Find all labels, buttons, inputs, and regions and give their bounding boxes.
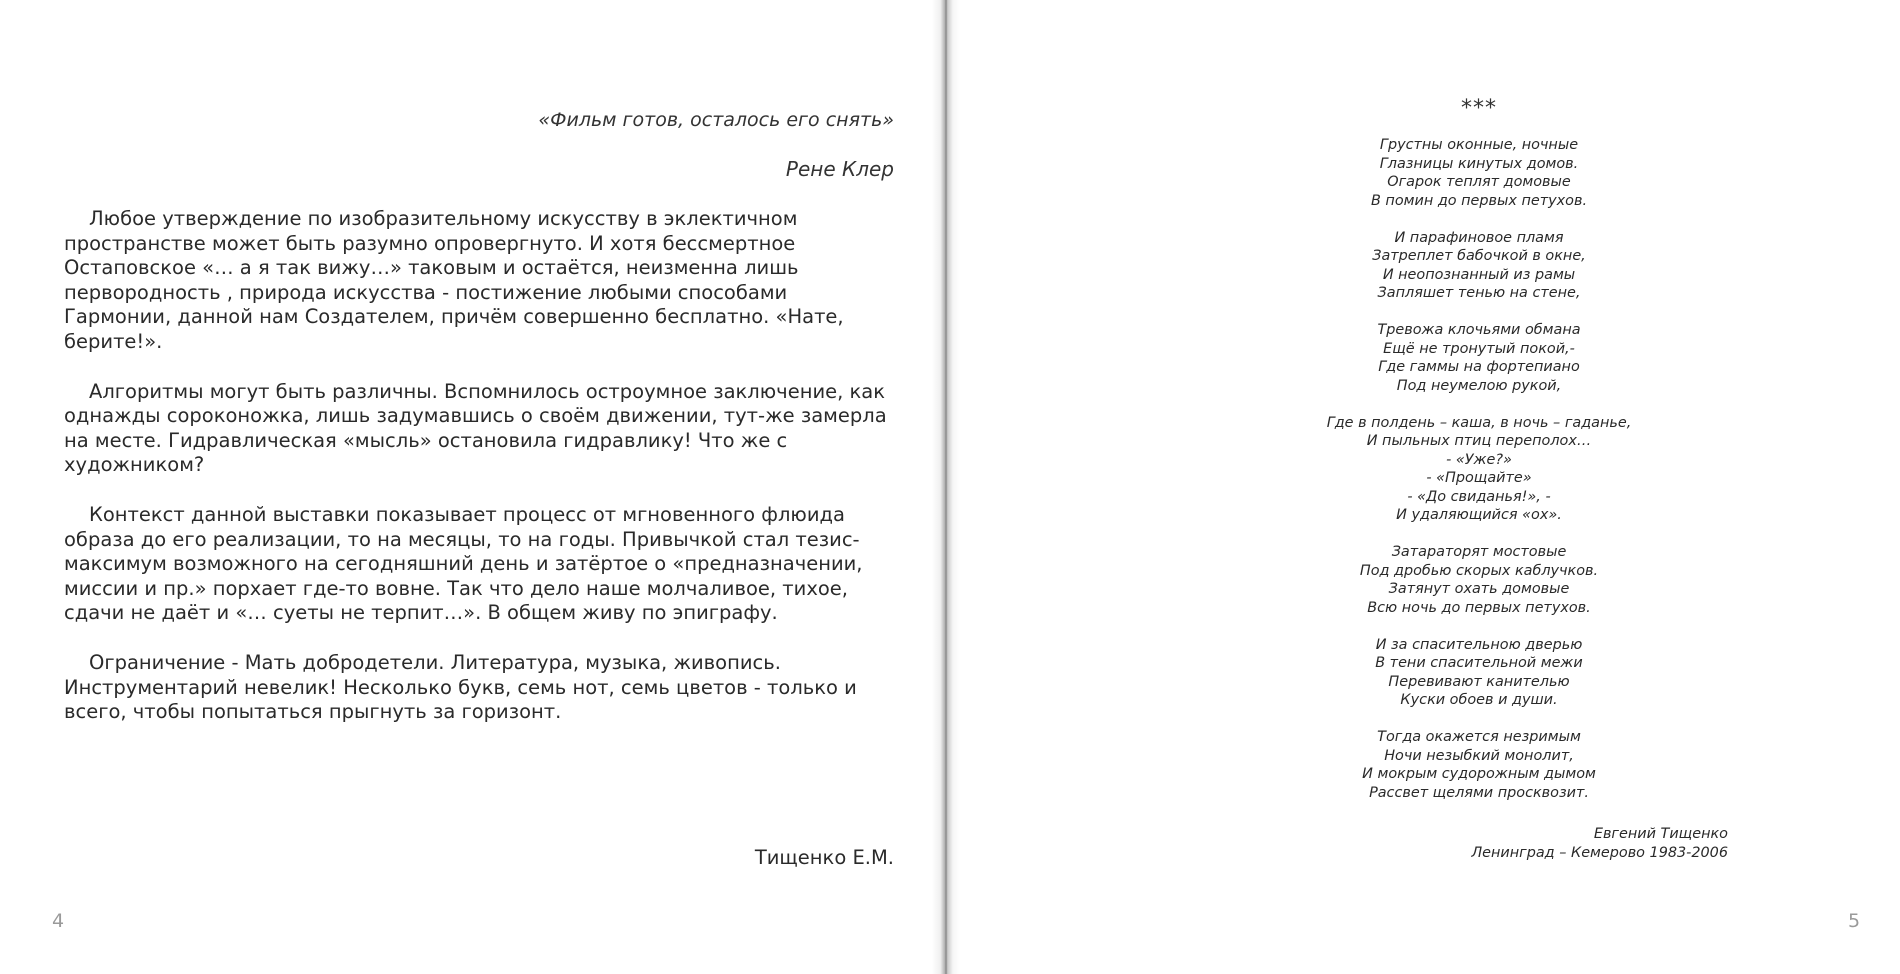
poem-line: Рассвет щелями просквозит.: [1369, 784, 1589, 801]
poem-line: Под дробью скорых каблучков.: [1359, 562, 1599, 579]
poem-line: И удаляющийся «ох».: [1396, 507, 1562, 523]
left-page: [0, 0, 944, 974]
poem-signature: [1471, 825, 1728, 863]
essay-line: пространстве может быть разумно опровергнуто. И хотя бессмертное: [64, 231, 796, 255]
poem-line: Тогда окажется незримым: [1377, 729, 1581, 745]
poem-line: Глазницы кинутых домов.: [1379, 155, 1579, 172]
poem-line: Ещё не тронутый покой,-: [1383, 340, 1575, 357]
essay-paragraph-3: [64, 503, 904, 626]
poem-line: И за спасительною дверью: [1375, 636, 1583, 653]
poem-stanza: [1289, 414, 1669, 525]
essay-line: образа до его реализации, то на месяцы, то на годы. Привычкой стал тезис-: [64, 527, 860, 551]
essay-line: Гармонии, данной нам Создателем, причём совершенно бесплатно. «Нате,: [64, 305, 844, 329]
poem-line: Перевивают канителью: [1388, 673, 1570, 690]
poem-line: И парафиновое пламя: [1394, 229, 1564, 246]
poem-line: Под неумелою рукой,: [1396, 377, 1562, 394]
poem-stanza: [1289, 728, 1669, 802]
epigraph: «Фильм готов, осталось его снять»: [538, 109, 894, 131]
page-number-left: 4: [52, 910, 65, 932]
poem-stanza: [1289, 136, 1669, 210]
poem-stanza: [1289, 229, 1669, 303]
essay-line: первородность , природа искусства - постижение любыми способами: [64, 280, 788, 304]
poem-place-dates: Ленинград – Кемерово 1983-2006: [1471, 845, 1728, 861]
essay-line: Любое утверждение по изобразительному искусству в эклектичном: [89, 207, 798, 230]
essay-line: однажды сороконожка, лишь задумавшись о своём движении, тут-же замерла: [64, 404, 887, 428]
essay-signature: Тищенко Е.М.: [754, 846, 894, 869]
poem-line: И мокрым судорожным дымом: [1362, 766, 1596, 782]
poem-line: И пыльных птиц переполох…: [1366, 433, 1592, 449]
essay-line: берите!».: [64, 329, 163, 353]
epigraph-author: Рене Клер: [785, 157, 894, 181]
poem-line: Куски обоев и души.: [1400, 692, 1558, 708]
essay-line: Ограничение - Мать добродетели. Литература, музыка, живопись.: [89, 650, 781, 674]
essay-line: сдачи не даёт и «… суеты не терпит…». В общем живу по эпиграфу.: [64, 601, 778, 625]
essay-line: Контекст данной выставки показывает процесс от мгновенного флюида: [89, 502, 845, 526]
poem-line: Где гаммы на фортепиано: [1378, 359, 1580, 375]
poem: [1289, 136, 1669, 821]
poem-stanza: [1289, 636, 1669, 710]
poem-line: Затараторят мостовые: [1391, 544, 1567, 560]
poem-line: В помин до первых петухов.: [1370, 192, 1588, 209]
poem-line: И неопознанный из рамы: [1382, 266, 1576, 283]
essay-line: Остаповское «… а я так вижу…» таковым и остаётся, неизменна лишь: [64, 256, 799, 280]
poem-line: - «До свиданья!», -: [1407, 488, 1551, 505]
poem-stanza: [1289, 543, 1669, 617]
poem-line: В тени спасительной межи: [1375, 655, 1583, 671]
poem-line: Затянут охать домовые: [1388, 581, 1570, 597]
poem-line: Огарок теплят домовые: [1387, 174, 1571, 190]
essay-body: [64, 207, 904, 750]
essay-paragraph-2: [64, 380, 904, 478]
book-spine-gutter: [932, 0, 960, 974]
poem-line: Тревожа клочьями обмана: [1377, 322, 1581, 338]
page-number-right: 5: [1848, 910, 1861, 932]
essay-line: Алгоритмы могут быть различны. Вспомнилось остроумное заключение, как: [89, 379, 886, 403]
poem-line: Где в полдень – каша, в ночь – гаданье,: [1326, 414, 1632, 431]
poem-line: Запляшет тенью на стене,: [1377, 285, 1581, 301]
poem-line: Затреплет бабочкой в окне,: [1372, 248, 1586, 264]
essay-line: на месте. Гидравлическая «мысль» остановила гидравлику! Что же с: [64, 428, 788, 452]
poem-stanza: [1289, 321, 1669, 395]
essay-line: художником?: [64, 453, 205, 477]
essay-paragraph-1: [64, 207, 904, 355]
poem-author: Евгений Тищенко: [1593, 826, 1728, 842]
poem-line: Грустны оконные, ночные: [1379, 137, 1579, 153]
essay-line: всего, чтобы попытаться прыгнуть за горизонт.: [64, 700, 562, 724]
essay-line: Инструментарий невелик! Несколько букв, семь нот, семь цветов - только и: [64, 675, 857, 699]
poem-line: - «Прощайте»: [1426, 470, 1532, 486]
essay-line: максимум возможного на сегодняшний день и затёртое о «предназначении,: [64, 552, 863, 576]
poem-line: Ночи незыбкий монолит,: [1384, 747, 1574, 764]
poem-ornament: ***: [1461, 96, 1497, 121]
poem-line: Всю ночь до первых петухов.: [1367, 599, 1591, 616]
essay-line: миссии и пр.» порхает где-то вовне. Так что дело наше молчаливое, тихое,: [64, 576, 848, 600]
poem-line: - «Уже?»: [1446, 451, 1512, 468]
right-page: [944, 0, 1900, 974]
essay-paragraph-4: [64, 651, 904, 725]
